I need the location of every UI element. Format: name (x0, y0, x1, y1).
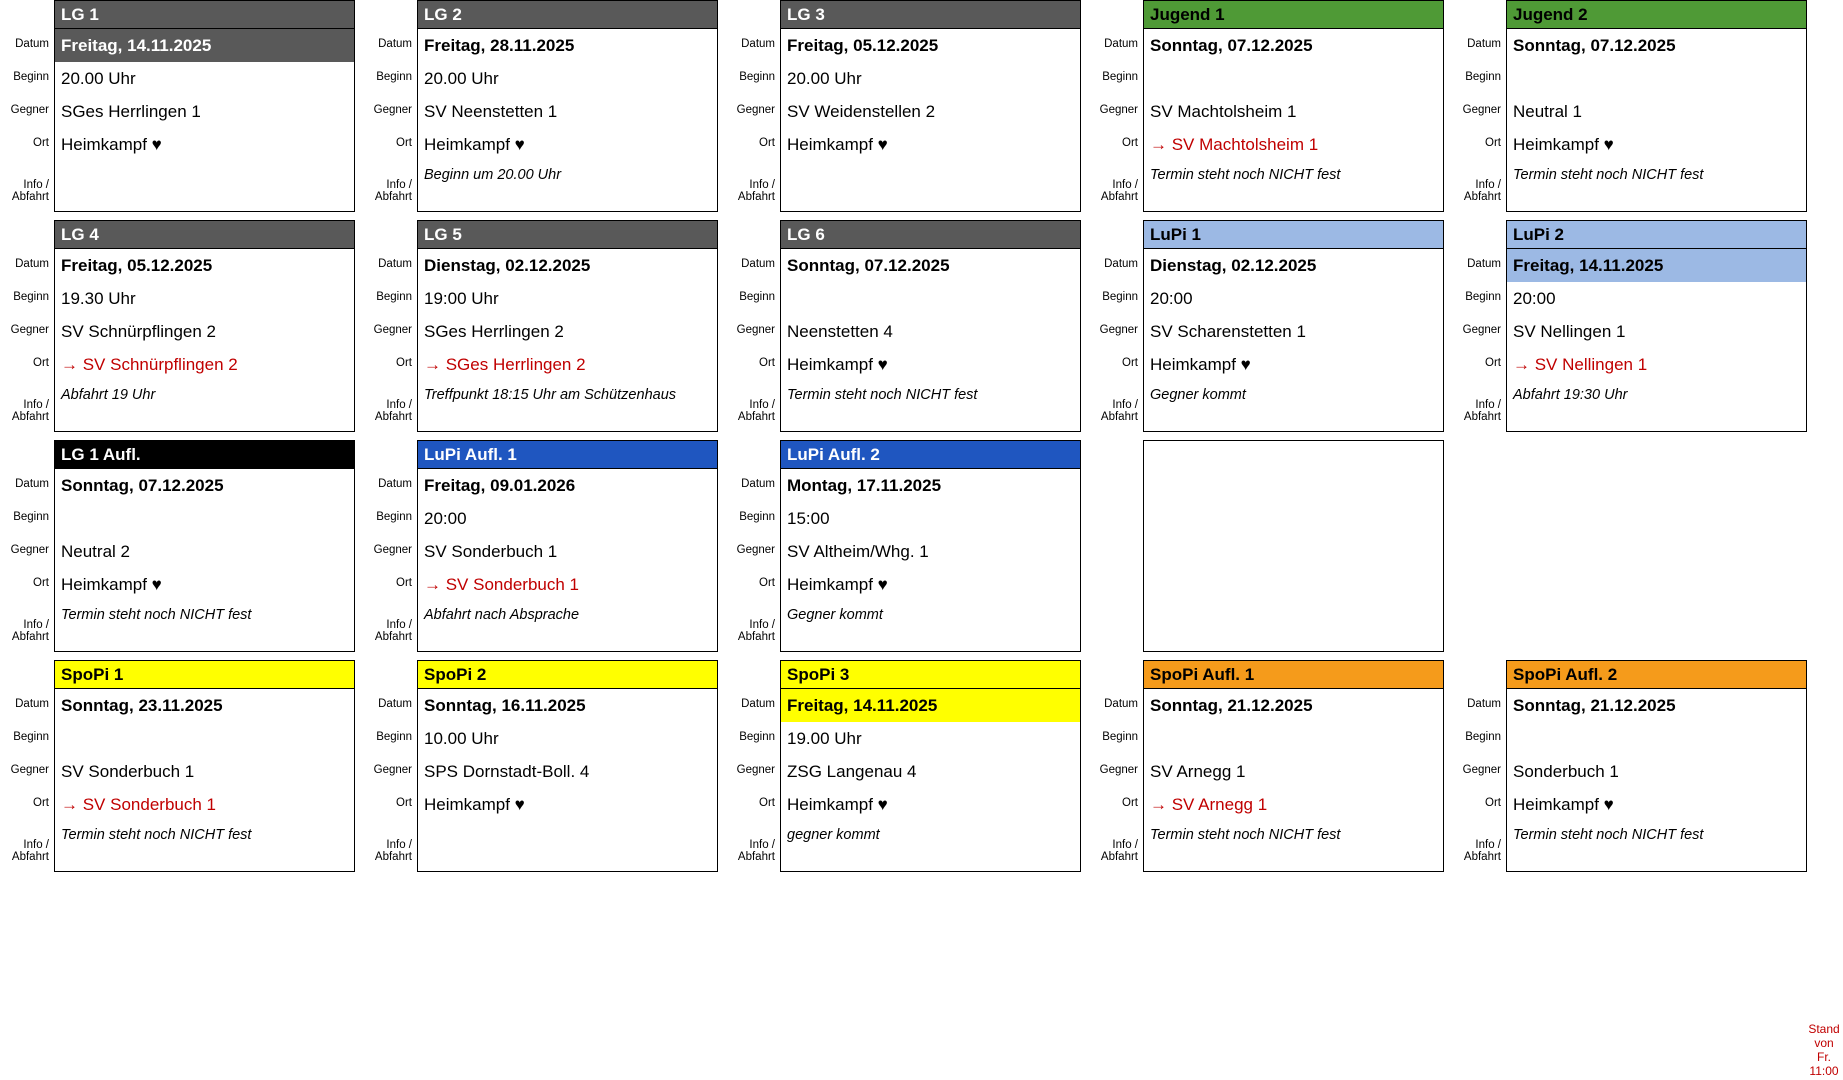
label-info-abfahrt: Info / Abfahrt (374, 179, 412, 203)
match-card-cell (1452, 660, 1807, 872)
label-gegner: Gegner (10, 544, 49, 556)
match-card (417, 220, 718, 432)
match-card-body (781, 689, 1080, 871)
match-card (417, 0, 718, 212)
label-info-abfahrt: Info / Abfahrt (737, 399, 775, 423)
match-card (1506, 660, 1807, 872)
match-opponent: Neutral 2 (61, 542, 130, 561)
label-info-abfahrt: Info / Abfahrt (1100, 179, 1138, 203)
match-opponent: SV Arnegg 1 (1150, 762, 1246, 781)
match-card-body (1144, 249, 1443, 431)
match-start-time (55, 722, 354, 755)
label-info-abfahrt: Info / Abfahrt (1463, 399, 1501, 423)
match-date: Sonntag, 23.11.2025 (61, 696, 223, 715)
match-card-cell (726, 0, 1081, 212)
match-card (780, 660, 1081, 872)
match-card (1506, 220, 1807, 432)
match-location: Heimkampf ♥ (787, 795, 888, 814)
match-info-note (781, 161, 1080, 211)
match-start-time (1144, 722, 1443, 755)
match-location: Heimkampf ♥ (61, 575, 162, 594)
label-datum: Datum (741, 258, 775, 270)
match-date: Dienstag, 02.12.2025 (1150, 256, 1317, 275)
label-ort: Ort (1122, 357, 1138, 369)
match-card (54, 440, 355, 652)
label-beginn: Beginn (739, 71, 775, 83)
match-card (417, 440, 718, 652)
match-info-note: Termin steht noch NICHT fest (61, 827, 252, 843)
stand-line-2: von (1814, 1036, 1834, 1050)
match-card (780, 0, 1081, 212)
label-beginn: Beginn (13, 71, 49, 83)
label-gegner: Gegner (1462, 764, 1501, 776)
match-opponent: ZSG Langenau 4 (787, 762, 917, 781)
match-opponent: Sonderbuch 1 (1513, 762, 1619, 781)
label-ort: Ort (759, 577, 775, 589)
label-gegner: Gegner (1099, 764, 1138, 776)
match-date: Sonntag, 07.12.2025 (787, 256, 950, 275)
label-gegner: Gegner (10, 324, 49, 336)
label-gegner: Gegner (10, 104, 49, 116)
match-card-title: SpoPi 1 (55, 661, 354, 689)
match-card-cell (0, 660, 355, 872)
match-location: Heimkampf ♥ (787, 355, 888, 374)
label-gegner: Gegner (736, 544, 775, 556)
field-label-column (726, 0, 780, 212)
match-location: → SV Nellingen 1 (1513, 355, 1648, 374)
match-card (780, 220, 1081, 432)
match-location: → SV Schnürpflingen 2 (61, 355, 238, 374)
schedule-row (0, 660, 1843, 872)
schedule-row (0, 0, 1843, 212)
match-date: Sonntag, 21.12.2025 (1513, 696, 1676, 715)
label-info-abfahrt: Info / Abfahrt (11, 619, 49, 643)
match-card (1143, 660, 1444, 872)
label-ort: Ort (1122, 797, 1138, 809)
match-card-cell (363, 660, 718, 872)
match-card-title: LG 2 (418, 1, 717, 29)
match-start-time: 19.00 Uhr (787, 729, 862, 748)
match-card-cell (726, 440, 1081, 652)
label-datum: Datum (15, 258, 49, 270)
match-start-time: 20:00 (1513, 289, 1556, 308)
match-opponent: SV Scharenstetten 1 (1150, 322, 1306, 341)
match-location: → SV Sonderbuch 1 (61, 795, 216, 814)
label-ort: Ort (33, 137, 49, 149)
match-location: Heimkampf ♥ (424, 135, 525, 154)
match-card-body (1144, 689, 1443, 871)
label-beginn: Beginn (13, 511, 49, 523)
match-info-note: Abfahrt 19:30 Uhr (1513, 387, 1628, 403)
match-start-time (1144, 62, 1443, 95)
field-label-column (1089, 0, 1143, 212)
match-start-time: 20.00 Uhr (424, 69, 499, 88)
match-card-title: Jugend 2 (1507, 1, 1806, 29)
label-info-abfahrt: Info / Abfahrt (1463, 839, 1501, 863)
match-location: Heimkampf ♥ (1150, 355, 1251, 374)
label-ort: Ort (1122, 137, 1138, 149)
match-start-time: 20:00 (424, 509, 467, 528)
label-datum: Datum (15, 38, 49, 50)
label-datum: Datum (1467, 258, 1501, 270)
label-ort: Ort (1485, 797, 1501, 809)
field-label-column (0, 0, 54, 212)
match-card-title: LuPi Aufl. 2 (781, 441, 1080, 469)
label-beginn: Beginn (1465, 71, 1501, 83)
label-info-abfahrt: Info / Abfahrt (737, 179, 775, 203)
match-card-body (418, 29, 717, 211)
label-datum: Datum (378, 258, 412, 270)
label-beginn: Beginn (1102, 291, 1138, 303)
match-start-time: 19.30 Uhr (61, 289, 136, 308)
label-beginn: Beginn (13, 731, 49, 743)
match-card-body (55, 249, 354, 431)
match-start-time: 20:00 (1150, 289, 1193, 308)
match-card-body (418, 689, 717, 871)
match-card-body (55, 469, 354, 651)
match-card-body (1507, 689, 1806, 871)
field-label-column (363, 220, 417, 432)
match-date: Sonntag, 21.12.2025 (1150, 696, 1313, 715)
label-ort: Ort (33, 357, 49, 369)
match-card-title: SpoPi Aufl. 1 (1144, 661, 1443, 689)
match-info-note: Abfahrt nach Absprache (424, 607, 580, 623)
label-beginn: Beginn (739, 511, 775, 523)
match-info-note: Beginn um 20.00 Uhr (424, 167, 562, 183)
label-ort: Ort (396, 577, 412, 589)
match-card-cell (726, 660, 1081, 872)
schedule-row (0, 220, 1843, 432)
label-gegner: Gegner (1099, 104, 1138, 116)
match-date: Freitag, 28.11.2025 (424, 36, 575, 55)
match-opponent: SV Machtolsheim 1 (1150, 102, 1297, 121)
field-label-column (0, 220, 54, 432)
match-info-note: Gegner kommt (1150, 387, 1246, 403)
match-date: Sonntag, 07.12.2025 (1150, 36, 1313, 55)
label-datum: Datum (741, 698, 775, 710)
match-date: Freitag, 14.11.2025 (781, 689, 1080, 722)
stand-line-4: 11:00 (1809, 1064, 1839, 1078)
field-label-column (363, 660, 417, 872)
match-card-body (1507, 29, 1806, 211)
label-gegner: Gegner (736, 764, 775, 776)
label-info-abfahrt: Info / Abfahrt (374, 619, 412, 643)
match-location: Heimkampf ♥ (61, 135, 162, 154)
label-datum: Datum (15, 698, 49, 710)
match-card-cell (363, 0, 718, 212)
empty-card-slot (1089, 440, 1444, 652)
field-label-column (726, 440, 780, 652)
match-location: → SV Arnegg 1 (1150, 795, 1268, 814)
match-card-body (781, 469, 1080, 651)
label-beginn: Beginn (376, 71, 412, 83)
label-ort: Ort (33, 797, 49, 809)
label-beginn: Beginn (13, 291, 49, 303)
match-card-title: Jugend 1 (1144, 1, 1443, 29)
match-location: Heimkampf ♥ (1513, 135, 1614, 154)
match-date: Sonntag, 07.12.2025 (61, 476, 224, 495)
match-card-title: LG 1 Aufl. (55, 441, 354, 469)
match-date: Sonntag, 07.12.2025 (1513, 36, 1676, 55)
match-card-title: LuPi 1 (1144, 221, 1443, 249)
label-gegner: Gegner (373, 104, 412, 116)
match-info-note: Gegner kommt (787, 607, 883, 623)
label-datum: Datum (378, 38, 412, 50)
label-beginn: Beginn (376, 511, 412, 523)
label-beginn: Beginn (1102, 71, 1138, 83)
match-opponent: SV Neenstetten 1 (424, 102, 558, 121)
match-opponent: SV Sonderbuch 1 (424, 542, 558, 561)
match-card (1143, 220, 1444, 432)
match-date: Freitag, 09.01.2026 (424, 476, 576, 495)
match-card-cell (363, 440, 718, 652)
label-gegner: Gegner (373, 324, 412, 336)
match-card-cell (1452, 0, 1807, 212)
label-beginn: Beginn (376, 291, 412, 303)
label-datum: Datum (1104, 698, 1138, 710)
match-date: Freitag, 05.12.2025 (61, 256, 213, 275)
match-card-body (1507, 249, 1806, 431)
field-label-column (726, 660, 780, 872)
match-opponent: SV Schnürpflingen 2 (61, 322, 216, 341)
label-datum: Datum (1104, 38, 1138, 50)
match-card (54, 220, 355, 432)
label-info-abfahrt: Info / Abfahrt (11, 399, 49, 423)
match-card-body (418, 469, 717, 651)
label-ort: Ort (759, 797, 775, 809)
stand-line-3: Fr. (1817, 1050, 1831, 1064)
match-card-title: SpoPi 3 (781, 661, 1080, 689)
field-label-column (0, 440, 54, 652)
label-datum: Datum (378, 478, 412, 490)
label-info-abfahrt: Info / Abfahrt (1100, 399, 1138, 423)
label-gegner: Gegner (1462, 324, 1501, 336)
label-datum: Datum (741, 38, 775, 50)
match-opponent: SGes Herrlingen 1 (61, 102, 201, 121)
label-beginn: Beginn (739, 291, 775, 303)
match-opponent: SV Altheim/Whg. 1 (787, 542, 929, 561)
label-gegner: Gegner (373, 764, 412, 776)
match-date: Freitag, 05.12.2025 (787, 36, 939, 55)
match-card-title: LuPi 2 (1507, 221, 1806, 249)
match-card-body (781, 29, 1080, 211)
match-card-cell (1089, 660, 1444, 872)
match-start-time: 20.00 Uhr (61, 69, 136, 88)
label-ort: Ort (396, 137, 412, 149)
match-card (780, 440, 1081, 652)
match-date: Sonntag, 16.11.2025 (424, 696, 586, 715)
match-card-title: LG 4 (55, 221, 354, 249)
label-datum: Datum (15, 478, 49, 490)
label-gegner: Gegner (1099, 324, 1138, 336)
match-opponent: SGes Herrlingen 2 (424, 322, 564, 341)
match-start-time (781, 282, 1080, 315)
match-card-cell (0, 440, 355, 652)
label-datum: Datum (1467, 698, 1501, 710)
match-start-time: 19:00 Uhr (424, 289, 499, 308)
label-datum: Datum (1104, 258, 1138, 270)
match-card-title: LG 6 (781, 221, 1080, 249)
label-beginn: Beginn (739, 731, 775, 743)
match-info-note: Abfahrt 19 Uhr (61, 387, 156, 403)
label-gegner: Gegner (10, 764, 49, 776)
match-info-note: Termin steht noch NICHT fest (1513, 827, 1704, 843)
match-card-cell (0, 220, 355, 432)
match-opponent: SV Nellingen 1 (1513, 322, 1626, 341)
match-card (417, 660, 718, 872)
match-start-time: 15:00 (787, 509, 830, 528)
label-ort: Ort (1485, 137, 1501, 149)
label-ort: Ort (396, 797, 412, 809)
match-location: → SV Machtolsheim 1 (1150, 135, 1319, 154)
match-card (1506, 0, 1807, 212)
label-beginn: Beginn (1465, 731, 1501, 743)
match-info-note: Termin steht noch NICHT fest (1513, 167, 1704, 183)
match-card-body (55, 689, 354, 871)
match-opponent: SV Weidenstellen 2 (787, 102, 936, 121)
label-ort: Ort (33, 577, 49, 589)
label-beginn: Beginn (376, 731, 412, 743)
match-card-title: LG 3 (781, 1, 1080, 29)
match-location: Heimkampf ♥ (424, 795, 525, 814)
field-label-column (1089, 220, 1143, 432)
match-card-title: SpoPi 2 (418, 661, 717, 689)
match-date: Freitag, 14.11.2025 (1507, 249, 1806, 282)
match-card-body (781, 249, 1080, 431)
label-info-abfahrt: Info / Abfahrt (11, 179, 49, 203)
match-location: → SGes Herrlingen 2 (424, 355, 586, 374)
match-card-cell (0, 0, 355, 212)
label-gegner: Gegner (373, 544, 412, 556)
label-info-abfahrt: Info / Abfahrt (1100, 839, 1138, 863)
label-beginn: Beginn (1102, 731, 1138, 743)
match-card (54, 0, 355, 212)
empty-card (1143, 440, 1444, 652)
match-start-time (1507, 722, 1806, 755)
match-card-title: LG 1 (55, 1, 354, 29)
match-location: Heimkampf ♥ (787, 575, 888, 594)
schedule-row (0, 440, 1843, 652)
field-label-column (0, 660, 54, 872)
match-opponent: SPS Dornstadt-Boll. 4 (424, 762, 590, 781)
match-info-note: Termin steht noch NICHT fest (1150, 827, 1341, 843)
label-beginn: Beginn (1465, 291, 1501, 303)
label-info-abfahrt: Info / Abfahrt (737, 839, 775, 863)
match-info-note: Treffpunkt 18:15 Uhr am Schützenhaus (424, 387, 677, 403)
match-card-cell (1452, 220, 1807, 432)
match-card-cell (1089, 220, 1444, 432)
match-card-title: SpoPi Aufl. 2 (1507, 661, 1806, 689)
label-ort: Ort (759, 357, 775, 369)
match-info-note (55, 161, 354, 211)
label-info-abfahrt: Info / Abfahrt (737, 619, 775, 643)
match-date: Montag, 17.11.2025 (787, 476, 942, 495)
match-location: Heimkampf ♥ (787, 135, 888, 154)
match-start-time (55, 502, 354, 535)
match-card (54, 660, 355, 872)
match-location: → SV Sonderbuch 1 (424, 575, 579, 594)
field-label-column (363, 0, 417, 212)
field-label-column (1452, 0, 1506, 212)
field-label-column (726, 220, 780, 432)
label-info-abfahrt: Info / Abfahrt (374, 399, 412, 423)
stand-line-1: Stand (1808, 1022, 1840, 1036)
match-card-cell (726, 220, 1081, 432)
match-card-cell (363, 220, 718, 432)
match-opponent: Neutral 1 (1513, 102, 1582, 121)
field-label-column (1089, 660, 1143, 872)
match-location: Heimkampf ♥ (1513, 795, 1614, 814)
match-card-title: LuPi Aufl. 1 (418, 441, 717, 469)
match-date: Freitag, 14.11.2025 (55, 29, 354, 62)
match-info-note: Termin steht noch NICHT fest (787, 387, 978, 403)
match-opponent: Neenstetten 4 (787, 322, 893, 341)
match-info-note: Termin steht noch NICHT fest (1150, 167, 1341, 183)
label-gegner: Gegner (736, 324, 775, 336)
match-info-note: Termin steht noch NICHT fest (61, 607, 252, 623)
field-label-column (1452, 660, 1506, 872)
match-card-cell (1089, 0, 1444, 212)
match-card (1143, 0, 1444, 212)
label-datum: Datum (1467, 38, 1501, 50)
match-start-time: 20.00 Uhr (787, 69, 862, 88)
label-ort: Ort (396, 357, 412, 369)
match-card-body (418, 249, 717, 431)
match-info-note (418, 821, 717, 871)
match-card-body (55, 29, 354, 211)
match-date: Dienstag, 02.12.2025 (424, 256, 591, 275)
match-info-note: gegner kommt (787, 827, 880, 843)
label-datum: Datum (741, 478, 775, 490)
label-info-abfahrt: Info / Abfahrt (11, 839, 49, 863)
label-info-abfahrt: Info / Abfahrt (374, 839, 412, 863)
field-label-column (363, 440, 417, 652)
label-ort: Ort (759, 137, 775, 149)
match-start-time (1507, 62, 1806, 95)
label-gegner: Gegner (736, 104, 775, 116)
label-datum: Datum (378, 698, 412, 710)
label-info-abfahrt: Info / Abfahrt (1463, 179, 1501, 203)
label-gegner: Gegner (1462, 104, 1501, 116)
match-card-title: LG 5 (418, 221, 717, 249)
label-ort: Ort (1485, 357, 1501, 369)
match-start-time: 10.00 Uhr (424, 729, 499, 748)
stand-note (1807, 1022, 1841, 1078)
match-card-body (1144, 29, 1443, 211)
field-label-column (1452, 220, 1506, 432)
match-opponent: SV Sonderbuch 1 (61, 762, 195, 781)
